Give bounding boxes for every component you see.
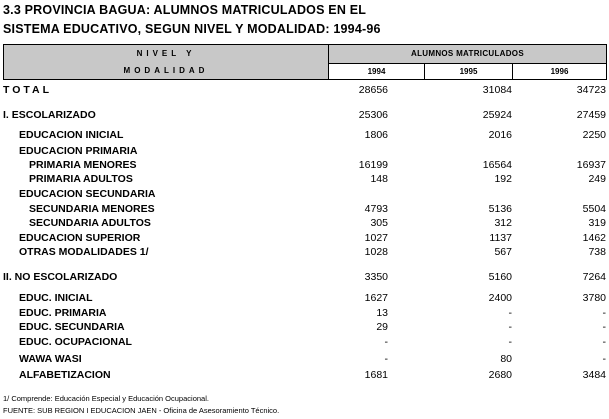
table-title-line-2: SISTEMA EDUCATIVO, SEGUN NIVEL Y MODALIDAD: 1994-96 <box>3 22 381 36</box>
value-1995: 25924 <box>482 109 512 121</box>
row-label: SECUNDARIA ADULTOS <box>29 217 151 229</box>
value-1994: 305 <box>370 217 388 229</box>
value-1995: 2680 <box>488 369 512 381</box>
year-header-1994: 1994 <box>329 63 425 79</box>
value-1996: 7264 <box>582 271 606 283</box>
value-1994: - <box>384 336 388 348</box>
table-row <box>0 307 609 321</box>
value-1995: 192 <box>494 173 512 185</box>
table-title-line-1: 3.3 PROVINCIA BAGUA: ALUMNOS MATRICULADOS EN EL <box>3 3 367 17</box>
row-label: EDUC. OCUPACIONAL <box>19 336 132 348</box>
value-1994: 1627 <box>364 292 388 304</box>
row-label: EDUCACION INICIAL <box>19 129 124 141</box>
table-row <box>0 321 609 335</box>
value-1996: 3484 <box>582 369 606 381</box>
table-row <box>0 292 609 306</box>
table-row <box>0 188 609 202</box>
table-row-total <box>0 84 609 98</box>
value-1996: 738 <box>588 246 606 258</box>
value-1996: 34723 <box>576 84 606 96</box>
value-1994: 29 <box>376 321 388 333</box>
table-row <box>0 217 609 231</box>
row-label: ALFABETIZACION <box>19 369 111 381</box>
value-1995: 567 <box>494 246 512 258</box>
table-row <box>0 336 609 350</box>
row-label: EDUCACION PRIMARIA <box>19 145 138 157</box>
value-1996: 1462 <box>582 232 606 244</box>
table-row <box>0 203 609 217</box>
value-1996: 3780 <box>582 292 606 304</box>
value-1995: 80 <box>500 353 512 365</box>
value-1994: 16199 <box>358 159 388 171</box>
value-1994: 1027 <box>364 232 388 244</box>
row-label: EDUC. PRIMARIA <box>19 307 107 319</box>
table-row <box>0 232 609 246</box>
table-row <box>0 145 609 159</box>
row-label: TOTAL <box>3 84 53 96</box>
value-1994: 4793 <box>364 203 388 215</box>
value-1994: 3350 <box>364 271 388 283</box>
table-row <box>0 246 609 260</box>
value-1994: 1806 <box>364 129 388 141</box>
value-1995: 5160 <box>488 271 512 283</box>
value-1996: - <box>602 321 606 333</box>
alumnos-matriculados-header: ALUMNOS MATRICULADOS <box>329 45 607 64</box>
value-1996: 27459 <box>576 109 606 121</box>
row-label: WAWA WASI <box>19 353 82 365</box>
value-1995: 5136 <box>488 203 512 215</box>
value-1995: - <box>508 336 512 348</box>
table-row <box>0 353 609 367</box>
value-1995: 1137 <box>489 232 512 244</box>
value-1996: 5504 <box>582 203 606 215</box>
row-label: EDUC. INICIAL <box>19 292 93 304</box>
value-1996: - <box>602 307 606 319</box>
nivel-header-line-1: NIVEL Y <box>136 49 196 58</box>
value-1995: 31084 <box>482 84 512 96</box>
year-header-1995: 1995 <box>425 63 513 79</box>
table-row <box>0 129 609 143</box>
value-1996: 249 <box>588 173 606 185</box>
value-1994: 1028 <box>364 246 388 258</box>
value-1994: 1681 <box>364 369 388 381</box>
value-1995: 312 <box>494 217 512 229</box>
nivel-header-line-2: MODALIDAD <box>123 66 209 75</box>
value-1996: 2250 <box>582 129 606 141</box>
footnote: 1/ Comprende: Educación Especial y Educación Ocupacional. <box>3 394 209 403</box>
row-label: PRIMARIA MENORES <box>29 159 137 171</box>
table-row <box>0 159 609 173</box>
value-1995: - <box>508 321 512 333</box>
value-1996: - <box>602 353 606 365</box>
row-label: EDUCACION SUPERIOR <box>19 232 141 244</box>
value-1996: - <box>602 336 606 348</box>
row-label: EDUC. SECUNDARIA <box>19 321 125 333</box>
value-1995: - <box>508 307 512 319</box>
table-row-no-escolarizado <box>0 271 609 285</box>
value-1994: 25306 <box>358 109 388 121</box>
value-1994: 13 <box>376 307 388 319</box>
row-label: I. ESCOLARIZADO <box>3 109 96 121</box>
table-row <box>0 173 609 187</box>
row-label: OTRAS MODALIDADES 1/ <box>19 246 149 258</box>
year-header-1996: 1996 <box>513 63 607 79</box>
value-1996: 16937 <box>576 159 606 171</box>
row-label: SECUNDARIA MENORES <box>29 203 155 215</box>
nivel-modalidad-header <box>4 45 329 80</box>
value-1995: 2400 <box>488 292 512 304</box>
value-1994: - <box>384 353 388 365</box>
value-1994: 148 <box>370 173 388 185</box>
value-1996: 319 <box>588 217 606 229</box>
table-row-escolarizado <box>0 109 609 123</box>
row-label: II. NO ESCOLARIZADO <box>3 271 118 283</box>
value-1995: 2016 <box>488 129 512 141</box>
value-1994: 28656 <box>358 84 388 96</box>
source-note: FUENTE: SUB REGION I EDUCACION JAEN - Oficina de Asesoramiento Técnico. <box>3 406 280 415</box>
row-label: EDUCACION SECUNDARIA <box>19 188 156 200</box>
table-row <box>0 369 609 383</box>
table-header <box>3 44 607 80</box>
row-label: PRIMARIA ADULTOS <box>29 173 133 185</box>
value-1995: 16564 <box>482 159 512 171</box>
